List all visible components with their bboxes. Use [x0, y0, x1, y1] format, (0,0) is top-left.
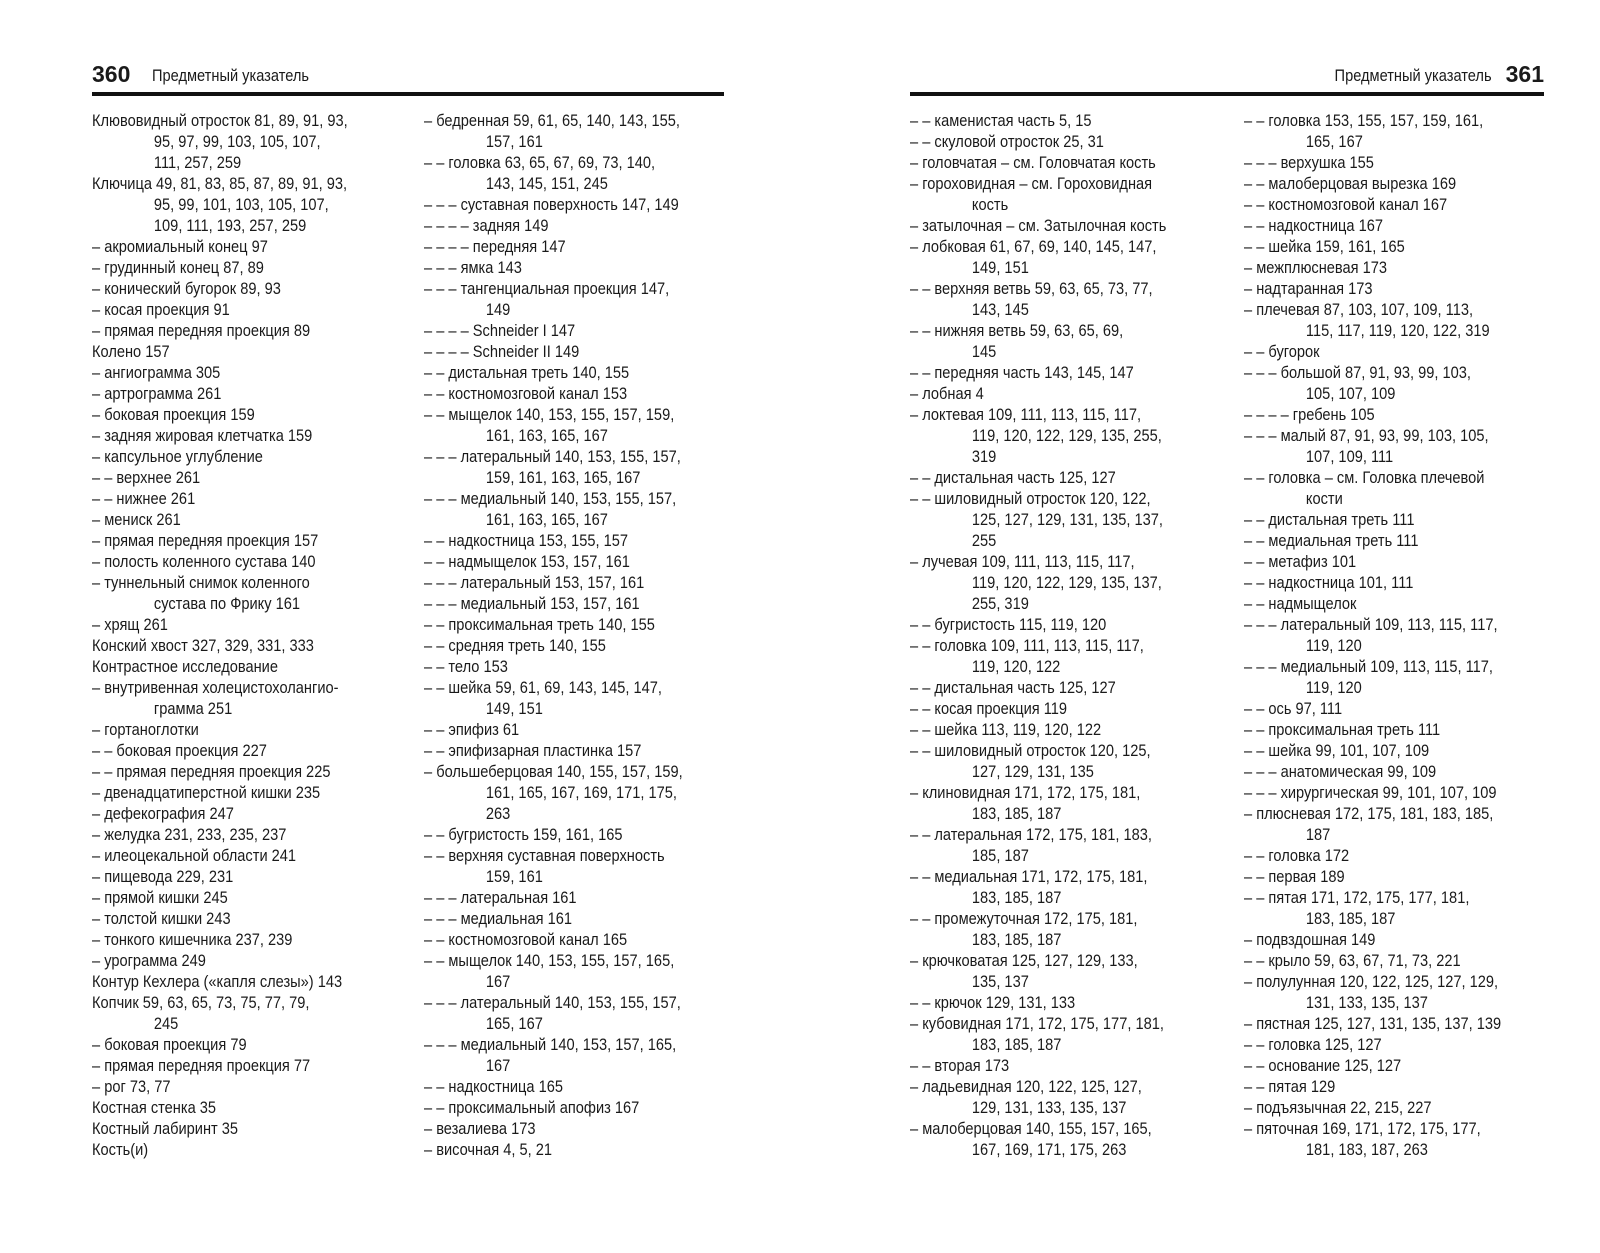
index-line: – – – медиальная 161: [424, 909, 573, 928]
index-line: – надтаранная 173: [1244, 279, 1373, 298]
index-line: 149, 151: [971, 258, 1029, 277]
index-line: – – крыло 59, 63, 67, 71, 73, 221: [1244, 951, 1461, 970]
index-line: 95, 99, 101, 103, 105, 107,: [153, 195, 329, 214]
index-line: Костная стенка 35: [92, 1098, 217, 1117]
index-line: 183, 185, 187: [971, 888, 1062, 907]
index-line: 167: [485, 972, 511, 991]
index-line: – – нижнее 261: [92, 489, 196, 508]
index-line: – кубовидная 171, 172, 175, 177, 181,: [910, 1014, 1164, 1033]
index-line: – мениск 261: [92, 510, 181, 529]
index-line: – – бугристость 115, 119, 120: [910, 615, 1107, 634]
index-line: – – пятая 129: [1244, 1077, 1336, 1096]
index-line: 119, 120, 122: [971, 657, 1061, 676]
index-line: – – мыщелок 140, 153, 155, 157, 165,: [424, 951, 675, 970]
index-line: – – шейка 113, 119, 120, 122: [910, 720, 1102, 739]
index-line: Кость(и): [92, 1140, 149, 1159]
index-line: – – бугорок: [1244, 342, 1320, 361]
index-line: – – костномозговой канал 167: [1244, 195, 1448, 214]
index-line: – гортаноглотки: [92, 720, 199, 739]
index-line: 149, 151: [485, 699, 543, 718]
index-line: – – костномозговой канал 153: [424, 384, 628, 403]
index-line: 145: [971, 342, 997, 361]
index-line: – артрограмма 261: [92, 384, 222, 403]
index-line: – – надкостница 153, 155, 157: [424, 531, 629, 550]
index-line: – – надкостница 167: [1244, 216, 1384, 235]
index-line: 161, 163, 165, 167: [485, 426, 608, 445]
index-line: – – проксимальная треть 140, 155: [424, 615, 655, 634]
index-line: – – основание 125, 127: [1244, 1056, 1402, 1075]
left-page-column-1: [92, 110, 422, 1160]
index-line: 131, 133, 135, 137: [1305, 993, 1428, 1012]
index-line: – – – малый 87, 91, 93, 99, 103, 105,: [1244, 426, 1489, 445]
index-line: – – – латеральный 140, 153, 155, 157,: [424, 447, 681, 466]
index-line: – ангиограмма 305: [92, 363, 221, 382]
index-line: – – – медиальный 140, 153, 155, 157,: [424, 489, 677, 508]
index-line: 255: [971, 531, 997, 550]
index-line: – – – суставная поверхность 147, 149: [424, 195, 679, 214]
index-line: 167: [485, 1056, 511, 1075]
index-line: – туннельный снимок коленного: [92, 573, 310, 592]
index-line: – – эпифизарная пластинка 157: [424, 741, 642, 760]
index-line: – полулунная 120, 122, 125, 127, 129,: [1244, 972, 1499, 991]
index-line: – прямая передняя проекция 77: [92, 1056, 311, 1075]
right-running-title: Предметный указатель: [1334, 66, 1492, 85]
index-line: – клиновидная 171, 172, 175, 181,: [910, 783, 1141, 802]
index-line: 161, 165, 167, 169, 171, 175,: [485, 783, 677, 802]
index-line: – – – анатомическая 99, 109: [1244, 762, 1437, 781]
index-line: – – – латеральная 161: [424, 888, 577, 907]
index-line: 127, 129, 131, 135: [971, 762, 1094, 781]
index-line: – межплюсневая 173: [1244, 258, 1388, 277]
index-line: – – шиловидный отросток 120, 122,: [910, 489, 1151, 508]
index-line: – – средняя треть 140, 155: [424, 636, 606, 655]
index-line: – – надмыщелок 153, 157, 161: [424, 552, 630, 571]
index-line: грамма 251: [153, 699, 233, 718]
index-line: – подъязычная 22, 215, 227: [1244, 1098, 1432, 1117]
index-line: – – боковая проекция 227: [92, 741, 267, 760]
index-line: 183, 185, 187: [971, 930, 1062, 949]
index-line: – толстой кишки 243: [92, 909, 231, 928]
index-line: – – скуловой отросток 25, 31: [910, 132, 1104, 151]
index-line: – – головка 125, 127: [1244, 1035, 1382, 1054]
index-line: – – – большой 87, 91, 93, 99, 103,: [1244, 363, 1471, 382]
index-line: – – шейка 159, 161, 165: [1244, 237, 1405, 256]
index-line: – – – хирургическая 99, 101, 107, 109: [1244, 783, 1497, 802]
index-line: – бедренная 59, 61, 65, 140, 143, 155,: [424, 111, 680, 130]
index-line: Ключица 49, 81, 83, 85, 87, 89, 91, 93,: [92, 174, 348, 193]
index-line: 167, 169, 171, 175, 263: [971, 1140, 1127, 1159]
index-line: – пяточная 169, 171, 172, 175, 177,: [1244, 1119, 1481, 1138]
index-line: – полость коленного сустава 140: [92, 552, 316, 571]
index-line: – – головка 109, 111, 113, 115, 117,: [910, 636, 1144, 655]
index-line: – внутривенная холецистохолангио-: [92, 678, 339, 697]
left-page-column-2: [424, 110, 724, 1160]
index-line: – – дистальная треть 140, 155: [424, 363, 630, 382]
index-line: – – – – Schneider I 147: [424, 321, 576, 340]
index-line: – плечевая 87, 103, 107, 109, 113,: [1244, 300, 1474, 319]
index-line: – – – верхушка 155: [1244, 153, 1374, 172]
index-line: – – каменистая часть 5, 15: [910, 111, 1092, 130]
index-line: 187: [1305, 825, 1331, 844]
index-line: 157, 161: [485, 132, 543, 151]
index-line: – хрящ 261: [92, 615, 168, 634]
index-line: – пястная 125, 127, 131, 135, 137, 139: [1244, 1014, 1502, 1033]
index-line: Конский хвост 327, 329, 331, 333: [92, 636, 314, 655]
left-page-number: 360: [92, 61, 131, 87]
index-line: – – латеральная 172, 175, 181, 183,: [910, 825, 1152, 844]
index-line: 125, 127, 129, 131, 135, 137,: [971, 510, 1163, 529]
index-line: 119, 120, 122, 129, 135, 137,: [971, 573, 1162, 592]
index-line: 115, 117, 119, 120, 122, 319: [1305, 321, 1490, 340]
index-line: – – крючок 129, 131, 133: [910, 993, 1076, 1012]
index-line: 105, 107, 109: [1305, 384, 1396, 403]
index-line: – – бугристость 159, 161, 165: [424, 825, 623, 844]
index-line: – двенадцатиперстной кишки 235: [92, 783, 321, 802]
right-page-header: [910, 62, 1544, 96]
index-line: – ладьевидная 120, 122, 125, 127,: [910, 1077, 1142, 1096]
index-line: – – головка 153, 155, 157, 159, 161,: [1244, 111, 1484, 130]
index-line: – – метафиз 101: [1244, 552, 1357, 571]
index-line: Копчик 59, 63, 65, 73, 75, 77, 79,: [92, 993, 310, 1012]
index-line: – прямой кишки 245: [92, 888, 228, 907]
index-line: – – косая проекция 119: [910, 699, 1068, 718]
right-page-number: 361: [1505, 61, 1544, 87]
index-line: – – верхняя суставная поверхность: [424, 846, 665, 865]
index-line: – – головка 172: [1244, 846, 1350, 865]
index-line: – косая проекция 91: [92, 300, 230, 319]
index-line: сустава по Фрику 161: [153, 594, 300, 613]
index-line: – лобная 4: [910, 384, 984, 403]
index-line: 111, 257, 259: [153, 153, 242, 172]
index-line: – – – – передняя 147: [424, 237, 566, 256]
index-line: – – дистальная часть 125, 127: [910, 678, 1116, 697]
index-line: – – пятая 171, 172, 175, 177, 181,: [1244, 888, 1470, 907]
index-line: 129, 131, 133, 135, 137: [971, 1098, 1127, 1117]
index-line: – акромиальный конец 97: [92, 237, 268, 256]
index-line: 165, 167: [485, 1014, 543, 1033]
index-line: – – прямая передняя проекция 225: [92, 762, 331, 781]
index-line: 165, 167: [1305, 132, 1363, 151]
index-line: кости: [1305, 489, 1343, 508]
index-line: – – тело 153: [424, 657, 508, 676]
index-line: – – – медиальный 153, 157, 161: [424, 594, 640, 613]
index-line: – большеберцовая 140, 155, 157, 159,: [424, 762, 683, 781]
index-line: – – передняя часть 143, 145, 147: [910, 363, 1134, 382]
index-line: – – вторая 173: [910, 1056, 1010, 1075]
index-line: – локтевая 109, 111, 113, 115, 117,: [910, 405, 1142, 424]
index-line: – – – медиальный 109, 113, 115, 117,: [1244, 657, 1493, 676]
index-line: – – надкостница 165: [424, 1077, 564, 1096]
index-line: – конический бугорок 89, 93: [92, 279, 281, 298]
index-line: 185, 187: [971, 846, 1029, 865]
index-line: – пищевода 229, 231: [92, 867, 234, 886]
index-line: – – костномозговой канал 165: [424, 930, 628, 949]
index-line: 119, 120: [1305, 636, 1362, 655]
index-line: – – шиловидный отросток 120, 125,: [910, 741, 1151, 760]
index-line: Контур Кехлера («капля слезы») 143: [92, 972, 343, 991]
index-line: 255, 319: [971, 594, 1029, 613]
index-line: – подвздошная 149: [1244, 930, 1376, 949]
index-line: – – медиальная треть 111: [1244, 531, 1419, 550]
index-line: – – малоберцовая вырезка 169: [1244, 174, 1457, 193]
right-page-column-1: [910, 110, 1240, 1160]
index-line: 183, 185, 187: [971, 1035, 1062, 1054]
index-line: 107, 109, 111: [1305, 447, 1394, 466]
index-line: 159, 161, 163, 165, 167: [485, 468, 641, 487]
index-line: – – шейка 99, 101, 107, 109: [1244, 741, 1430, 760]
index-line: – – ось 97, 111: [1244, 699, 1343, 718]
index-line: – боковая проекция 159: [92, 405, 255, 424]
index-line: – урограмма 249: [92, 951, 206, 970]
index-line: – – головка – см. Головка плечевой: [1244, 468, 1485, 487]
index-line: – – нижняя ветвь 59, 63, 65, 69,: [910, 321, 1124, 340]
index-line: – лобковая 61, 67, 69, 140, 145, 147,: [910, 237, 1157, 256]
index-line: Клювовидный отросток 81, 89, 91, 93,: [92, 111, 348, 130]
index-line: 109, 111, 193, 257, 259: [153, 216, 307, 235]
index-line: – – дистальная треть 111: [1244, 510, 1415, 529]
index-line: – – – ямка 143: [424, 258, 522, 277]
index-line: – – – – Schneider II 149: [424, 342, 580, 361]
index-line: – височная 4, 5, 21: [424, 1140, 552, 1159]
index-line: – – проксимальный апофиз 167: [424, 1098, 640, 1117]
index-line: – крючковатая 125, 127, 129, 133,: [910, 951, 1138, 970]
index-line: – капсульное углубление: [92, 447, 263, 466]
index-line: – лучевая 109, 111, 113, 115, 117,: [910, 552, 1135, 571]
index-line: – малоберцовая 140, 155, 157, 165,: [910, 1119, 1152, 1138]
index-line: – головчатая – см. Головчатая кость: [910, 153, 1156, 172]
index-line: – плюсневая 172, 175, 181, 183, 185,: [1244, 804, 1494, 823]
index-line: – – шейка 59, 61, 69, 143, 145, 147,: [424, 678, 662, 697]
index-line: – – верхняя ветвь 59, 63, 65, 73, 77,: [910, 279, 1153, 298]
index-line: 143, 145, 151, 245: [485, 174, 608, 193]
index-line: 135, 137: [971, 972, 1029, 991]
index-line: 161, 163, 165, 167: [485, 510, 608, 529]
index-line: – – эпифиз 61: [424, 720, 520, 739]
index-line: – – надмыщелок: [1244, 594, 1357, 613]
index-line: – везалиева 173: [424, 1119, 536, 1138]
index-line: Костный лабиринт 35: [92, 1119, 239, 1138]
index-line: 183, 185, 187: [971, 804, 1062, 823]
index-line: 181, 183, 187, 263: [1305, 1140, 1428, 1159]
index-line: 159, 161: [485, 867, 543, 886]
left-running-title: Предметный указатель: [152, 66, 310, 85]
index-line: 149: [485, 300, 511, 319]
index-line: 245: [153, 1014, 179, 1033]
index-line: 183, 185, 187: [1305, 909, 1396, 928]
index-line: – – – – задняя 149: [424, 216, 549, 235]
index-line: – – проксимальная треть 111: [1244, 720, 1441, 739]
index-line: – тонкого кишечника 237, 239: [92, 930, 293, 949]
index-line: – – дистальная часть 125, 127: [910, 468, 1116, 487]
index-line: – – промежуточная 172, 175, 181,: [910, 909, 1138, 928]
left-page-header: [92, 62, 724, 96]
right-page-column-2: [1244, 110, 1544, 1160]
index-line: Колено 157: [92, 342, 170, 361]
index-line: 119, 120, 122, 129, 135, 255,: [971, 426, 1162, 445]
index-line: 119, 120: [1305, 678, 1362, 697]
index-line: – затылочная – см. Затылочная кость: [910, 216, 1167, 235]
index-line: 263: [485, 804, 511, 823]
index-line: – – первая 189: [1244, 867, 1345, 886]
index-line: – прямая передняя проекция 157: [92, 531, 319, 550]
index-line: – грудинный конец 87, 89: [92, 258, 264, 277]
index-line: – – – – гребень 105: [1244, 405, 1375, 424]
index-line: – – – медиальный 140, 153, 157, 165,: [424, 1035, 677, 1054]
index-line: – – – латеральный 140, 153, 155, 157,: [424, 993, 681, 1012]
index-line: – – – латеральный 109, 113, 115, 117,: [1244, 615, 1498, 634]
index-line: Контрастное исследование: [92, 657, 278, 676]
index-line: 319: [971, 447, 997, 466]
index-line: – – медиальная 171, 172, 175, 181,: [910, 867, 1148, 886]
index-line: – – головка 63, 65, 67, 69, 73, 140,: [424, 153, 656, 172]
index-line: – – мыщелок 140, 153, 155, 157, 159,: [424, 405, 675, 424]
index-line: – рог 73, 77: [92, 1077, 171, 1096]
index-line: – – верхнее 261: [92, 468, 201, 487]
index-line: – – – латеральный 153, 157, 161: [424, 573, 645, 592]
index-line: – боковая проекция 79: [92, 1035, 247, 1054]
index-line: – – – тангенциальная проекция 147,: [424, 279, 670, 298]
index-line: 95, 97, 99, 103, 105, 107,: [153, 132, 321, 151]
index-line: – дефекография 247: [92, 804, 234, 823]
index-line: – илеоцекальной области 241: [92, 846, 297, 865]
index-line: – – надкостница 101, 111: [1244, 573, 1414, 592]
index-line: – задняя жировая клетчатка 159: [92, 426, 313, 445]
index-line: – желудка 231, 233, 235, 237: [92, 825, 287, 844]
index-line: – гороховидная – см. Гороховидная: [910, 174, 1153, 193]
index-line: кость: [971, 195, 1009, 214]
index-line: 143, 145: [971, 300, 1029, 319]
index-line: – прямая передняя проекция 89: [92, 321, 311, 340]
